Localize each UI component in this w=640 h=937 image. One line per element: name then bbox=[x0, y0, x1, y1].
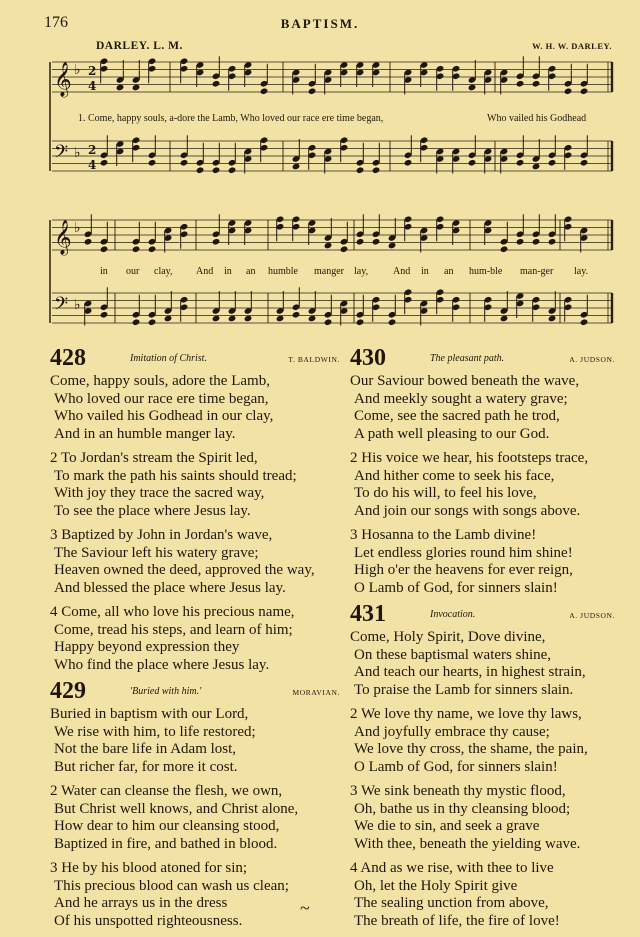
verse-line: With joy they trace the sacred way, bbox=[54, 485, 265, 501]
flat-icon: ♭ bbox=[74, 297, 81, 313]
stanza bbox=[350, 373, 615, 443]
verse-line: Our Saviour bowed beneath the wave, bbox=[350, 373, 580, 389]
note-head bbox=[148, 318, 157, 326]
lyric-line-2: Who vailed his Godhead bbox=[487, 113, 587, 124]
verse-line: And hither come to seek his face, bbox=[354, 467, 555, 484]
note-head bbox=[532, 80, 541, 88]
stanza bbox=[350, 860, 615, 930]
lyric-word: hum-ble bbox=[469, 266, 503, 277]
lyric-word: lay. bbox=[574, 266, 589, 277]
note-head bbox=[516, 238, 525, 246]
stanza bbox=[50, 373, 340, 443]
lyric-word: man-ger bbox=[520, 266, 554, 277]
bass-clef-icon: 𝄢 bbox=[54, 142, 69, 167]
note-head bbox=[580, 159, 589, 167]
verse-line: 2 To Jordan's stream the Spirit led, bbox=[50, 450, 258, 466]
hymn-author: T. BALDWIN. bbox=[288, 355, 340, 364]
verse-line: 3 Baptized by John in Jordan's wave, bbox=[50, 527, 273, 543]
lyric-word: And bbox=[196, 266, 214, 277]
lyric-word: in bbox=[421, 266, 429, 277]
verse-line: To mark the path his saints should tread; bbox=[54, 467, 297, 484]
verse-line: We die to sin, and seek a grave bbox=[354, 818, 540, 834]
note-head bbox=[132, 318, 141, 326]
note-head bbox=[180, 159, 189, 167]
lyric-word: humble bbox=[268, 266, 298, 277]
note-head bbox=[212, 80, 221, 88]
verse-line: 4 And as we rise, with thee to live bbox=[350, 860, 554, 876]
lyric-word: lay, bbox=[354, 266, 369, 277]
note-head bbox=[228, 166, 237, 174]
bass-clef-icon: 𝄢 bbox=[54, 294, 69, 319]
note-head bbox=[100, 311, 109, 319]
stanza bbox=[50, 860, 340, 930]
lyric-word: manger bbox=[314, 266, 344, 277]
hymn-header bbox=[350, 345, 615, 373]
note-head bbox=[340, 245, 349, 253]
verse-line: 3 Hosanna to the Lamb divine! bbox=[350, 527, 537, 543]
hymn-number: 429 bbox=[50, 678, 86, 704]
hymn-author: A. JUDSON. bbox=[569, 611, 615, 620]
flat-icon: ♭ bbox=[74, 145, 81, 161]
fleuron-ornament: ~ bbox=[300, 898, 310, 918]
note-head bbox=[516, 159, 525, 167]
flat-icon: ♭ bbox=[74, 62, 81, 78]
note-head bbox=[404, 159, 413, 167]
page-number: 176 bbox=[44, 14, 68, 31]
note-head bbox=[132, 245, 141, 253]
verse-line: 2 We love thy name, we love thy laws, bbox=[350, 706, 582, 722]
note-head bbox=[388, 318, 397, 326]
verse-line: And joyfully embrace thy cause; bbox=[354, 723, 550, 740]
verse-line: Heaven owned the deed, approved the way, bbox=[54, 562, 315, 578]
verse-line: Oh, bathe us in thy cleansing blood; bbox=[354, 800, 571, 817]
verse-line: A path well pleasing to our God. bbox=[354, 425, 550, 442]
left-column bbox=[50, 345, 340, 937]
note-head bbox=[260, 87, 269, 95]
verse-line: Baptized in fire, and bathed in blood. bbox=[54, 835, 278, 852]
verse-line: O Lamb of God, for sinners slain! bbox=[354, 579, 558, 596]
verse-line: Who loved our race ere time began, bbox=[54, 390, 269, 407]
note-head bbox=[548, 238, 557, 246]
lyric-word: And bbox=[393, 266, 411, 277]
lyric-word: in bbox=[100, 266, 108, 277]
hymn-title: The pleasant path. bbox=[430, 353, 505, 364]
time-signature: 4 bbox=[88, 79, 97, 93]
verse-line: But richer far, for more it cost. bbox=[54, 758, 238, 775]
time-signature: 2 bbox=[88, 143, 97, 157]
verse-line: We love thy cross, the shame, the pain, bbox=[354, 741, 588, 757]
verse-line: Come, see the sacred path he trod, bbox=[354, 408, 560, 424]
note-head bbox=[564, 87, 573, 95]
verse-line: The sealing unction from above, bbox=[354, 895, 549, 911]
verse-line: The Saviour left his watery grave; bbox=[54, 544, 259, 561]
time-signature: 4 bbox=[88, 158, 97, 172]
note-head bbox=[468, 159, 477, 167]
tune-name: DARLEY. L. M. bbox=[96, 40, 183, 52]
stanza bbox=[50, 604, 340, 674]
hymn-428 bbox=[50, 345, 340, 674]
lyric-word: clay, bbox=[154, 266, 173, 277]
stanza bbox=[350, 450, 615, 520]
flat-icon: ♭ bbox=[74, 220, 81, 236]
treble-clef-icon: 𝄞 bbox=[54, 62, 72, 97]
note-head bbox=[516, 80, 525, 88]
verse-line: O Lamb of God, for sinners slain! bbox=[354, 758, 558, 775]
stanza bbox=[350, 629, 615, 699]
note-head bbox=[580, 87, 589, 95]
stanza bbox=[350, 783, 615, 853]
hymn-number: 428 bbox=[50, 345, 86, 371]
note-head bbox=[292, 311, 301, 319]
verse-line: Let endless glories round him shine! bbox=[354, 544, 573, 561]
stanza bbox=[50, 706, 340, 776]
verse-line: High o'er the heavens for ever reign, bbox=[354, 562, 573, 578]
section-title: BAPTISM. bbox=[280, 16, 360, 31]
verse-line: We rise with him, to life restored; bbox=[54, 723, 256, 740]
verse-line: To do his will, to feel his love, bbox=[354, 485, 537, 501]
verse-line: To praise the Lamb for sinners slain. bbox=[354, 681, 574, 698]
note-head bbox=[580, 318, 589, 326]
verse-line: Not the bare life in Adam lost, bbox=[54, 741, 237, 757]
note-head bbox=[212, 238, 221, 246]
note-head bbox=[148, 245, 157, 253]
verse-line: But Christ well knows, and Christ alone, bbox=[54, 800, 299, 817]
verse-line: And teach our hearts, in highest strain, bbox=[354, 664, 586, 680]
time-signature: 2 bbox=[88, 64, 97, 78]
verse-line: Come, tread his steps, and learn of him; bbox=[54, 621, 293, 638]
note-head bbox=[532, 238, 541, 246]
verse-line: Happy beyond expression they bbox=[54, 639, 240, 655]
note-head bbox=[356, 238, 365, 246]
hymn-author: A. JUDSON. bbox=[569, 355, 615, 364]
hymn-430 bbox=[350, 345, 615, 597]
verse-line: Who vailed his Godhead in our clay, bbox=[54, 408, 274, 424]
note-head bbox=[148, 159, 157, 167]
note-head bbox=[356, 166, 365, 174]
verse-line: Of his unspotted righteousness. bbox=[54, 912, 243, 929]
treble-clef-icon: 𝄞 bbox=[54, 220, 72, 255]
note-head bbox=[356, 318, 365, 326]
verse-line: How dear to him our cleansing stood, bbox=[54, 818, 280, 834]
hymn-header bbox=[50, 345, 340, 373]
note-head bbox=[84, 238, 93, 246]
note-head bbox=[308, 87, 317, 95]
note-head bbox=[100, 159, 109, 167]
hymn-title: 'Buried with him.' bbox=[130, 686, 202, 697]
stanza bbox=[50, 527, 340, 597]
hymn-429 bbox=[50, 678, 340, 930]
verse-line: 2 His voice we hear, his footsteps trace, bbox=[350, 450, 589, 466]
verse-line: 4 Come, all who love his precious name, bbox=[50, 604, 295, 620]
stanza bbox=[350, 706, 615, 776]
verse-line: And he arrays us in the dress bbox=[54, 895, 228, 911]
lyric-line-1: 1. Come, happy souls, a-dore the Lamb, Who loved our race ere time began, bbox=[78, 113, 384, 124]
verse-line: The breath of life, the fire of love! bbox=[354, 912, 560, 929]
lyric-word: an bbox=[246, 266, 256, 277]
verse-line: 3 We sink beneath thy mystic flood, bbox=[350, 783, 566, 799]
tune-composer: W. H. W. DARLEY. bbox=[532, 41, 612, 51]
verse-line: And join our songs with songs above. bbox=[354, 502, 581, 519]
verse-line: And in an humble manger lay. bbox=[54, 425, 236, 442]
hymn-author: MORAVIAN. bbox=[292, 688, 340, 697]
note-head bbox=[500, 245, 509, 253]
stanza bbox=[50, 450, 340, 520]
verse-line: Come, Holy Spirit, Dove divine, bbox=[350, 629, 546, 645]
note-head bbox=[372, 166, 381, 174]
note-head bbox=[196, 166, 205, 174]
note-head bbox=[548, 159, 557, 167]
verse-line: To see the place where Jesus lay. bbox=[54, 502, 251, 519]
stanza bbox=[50, 783, 340, 853]
hymn-header bbox=[50, 678, 340, 706]
lyric-word: our bbox=[126, 266, 140, 277]
stanza bbox=[350, 527, 615, 597]
lyric-word: in bbox=[224, 266, 232, 277]
verse-line: Come, happy souls, adore the Lamb, bbox=[50, 373, 270, 389]
note-head bbox=[100, 245, 109, 253]
right-column bbox=[350, 345, 615, 937]
verse-line: And meekly sought a watery grave; bbox=[354, 390, 568, 407]
verse-line: This precious blood can wash us clean; bbox=[54, 877, 289, 894]
hymn-header bbox=[350, 601, 615, 629]
hymn-title: Imitation of Christ. bbox=[130, 353, 207, 364]
verse-line: With thee, beneath the yielding wave. bbox=[354, 835, 581, 852]
hymn-title: Invocation. bbox=[430, 609, 476, 620]
verse-line: 2 Water can cleanse the flesh, we own, bbox=[50, 783, 283, 799]
verse-line: And blessed the place where Jesus lay. bbox=[54, 579, 286, 596]
hymn-number: 431 bbox=[350, 601, 386, 627]
note-head bbox=[212, 166, 221, 174]
note-head bbox=[372, 238, 381, 246]
lyric-word: an bbox=[444, 266, 454, 277]
hymn-number: 430 bbox=[350, 345, 386, 371]
verse-line: Buried in baptism with our Lord, bbox=[50, 706, 249, 722]
music-score bbox=[0, 0, 640, 345]
note-head bbox=[324, 318, 333, 326]
verse-line: Who find the place where Jesus lay. bbox=[54, 656, 270, 673]
hymn-431 bbox=[350, 601, 615, 930]
verse-line: Oh, let the Holy Spirit give bbox=[354, 877, 518, 894]
verse-line: 3 He by his blood atoned for sin; bbox=[50, 860, 248, 876]
verse-line: On these baptismal waters shine, bbox=[354, 646, 552, 663]
